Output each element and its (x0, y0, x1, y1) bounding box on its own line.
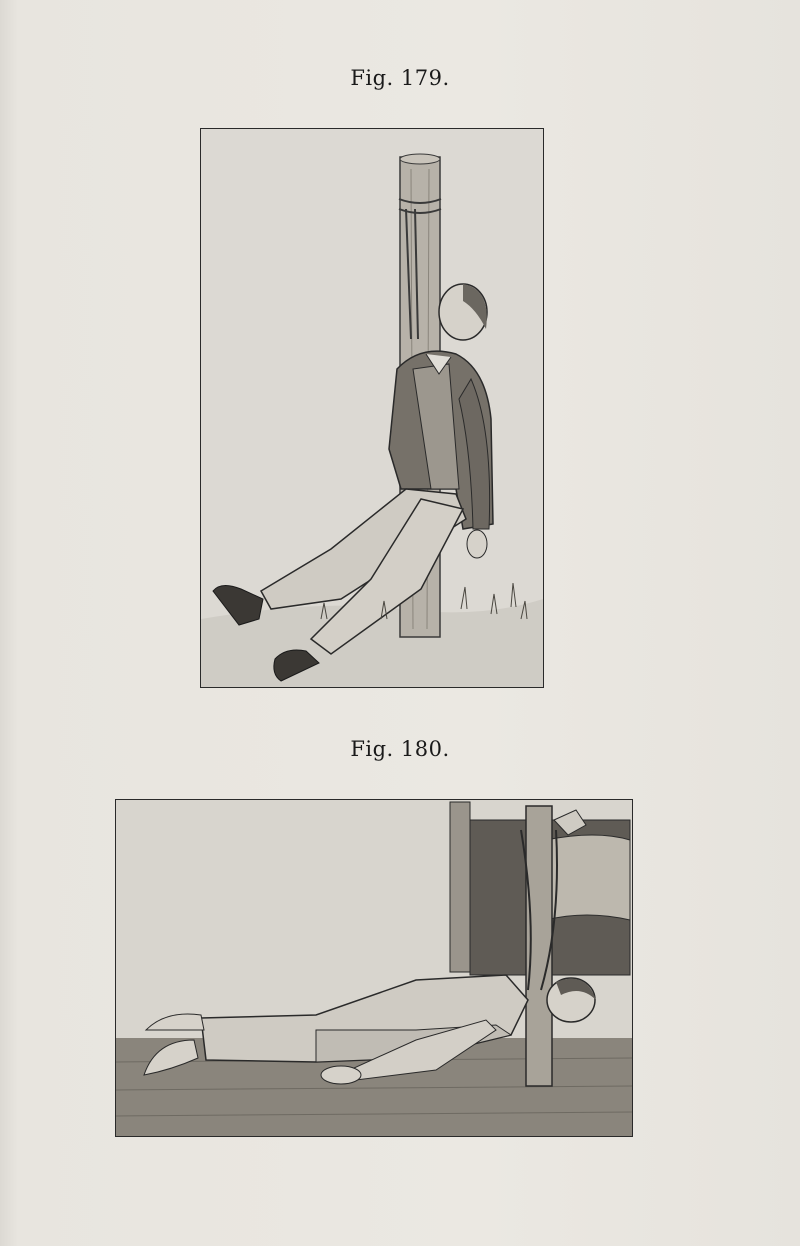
figure-179-illustration (200, 128, 544, 688)
figure-180-illustration (115, 799, 633, 1137)
figure-179-caption: Fig. 179. (350, 66, 450, 90)
figure-180-caption: Fig. 180. (350, 737, 450, 761)
